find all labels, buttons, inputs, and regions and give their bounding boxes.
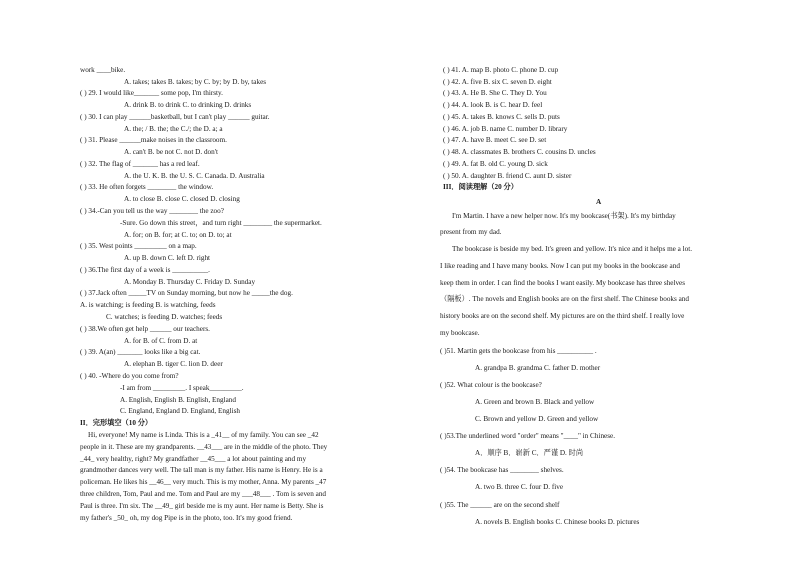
right-text-line: ( ) 46. A. job B. name C. number D. library [443, 125, 568, 133]
left-text-line: C. England, England D. England, English [120, 407, 240, 415]
right-text-line: A. grandpa B. grandma C. father D. mother [475, 364, 601, 372]
right-text-line: ( ) 43. A. He B. She C. They D. You [443, 89, 547, 97]
right-text-line: ( )55. The ______ are on the second shelf [440, 501, 560, 509]
left-text-line: policeman. He likes his __46__ very much. This is my mother, Anna. My parents _47 [80, 478, 327, 486]
right-text-line: ( ) 49. A. fat B. old C. young D. sick [443, 160, 548, 168]
left-text-line: A. the U. K. B. the U. S. C. Canada. D. Australia [124, 172, 265, 180]
left-text-line: C. watches; is feeding D. watches; feeds [106, 313, 223, 321]
right-text-line: A. two B. three C. four D. five [475, 483, 564, 491]
left-text-line: A. can't B. be not C. not D. don't [124, 148, 219, 156]
right-text-line: ( ) 44. A. look B. is C. hear D. feel [443, 101, 543, 109]
left-text-line: ( ) 35. West points _________ on a map. [80, 242, 197, 250]
left-text-line: A. takes; takes B. takes; by C. by; by D. by, takes [124, 78, 267, 86]
left-text-line: II．完形填空（10 分） [80, 419, 153, 427]
left-text-line: my father's _50_ oh, my dog Pipe is in the photo, too. It's my good friend. [80, 514, 293, 522]
right-text-line: A. Green and brown B. Black and yellow [475, 398, 595, 406]
left-text-line: ( ) 32. The flag of _______ has a red leaf. [80, 160, 200, 168]
left-text-line: A. the; / B. the; the C./; the D. a; a [124, 125, 223, 133]
left-text-line: A. English, English B. English, England [120, 396, 236, 404]
left-text-line: grandmother dances very well. The tall man is my father. His name is Henry. He is a [80, 466, 323, 474]
left-text-line: A. up B. down C. left D. right [124, 254, 211, 262]
right-text-line: ( ) 48. A. classmates B. brothers C. cousins D. uncles [443, 148, 596, 156]
right-text-line: The bookcase is beside my bed. It's green and yellow. It's nice and it helps me a lot. [452, 245, 693, 253]
left-text-line: Paul is three. I'm six. The __49_ girl beside me is my aunt. Her name is Betty. She is [80, 502, 324, 510]
left-text-line: A. drink B. to drink C. to drinking D. drinks [124, 101, 252, 109]
right-text-line: （隔板）. The novels and English books are on the first shelf. The Chinese books and [440, 295, 689, 303]
right-text-line: III．阅读理解（20 分） [443, 183, 518, 191]
right-text-line: ( )51. Martin gets the bookcase from his __________ . [440, 347, 597, 355]
right-text-line: ( ) 42. A. five B. six C. seven D. eight [443, 78, 552, 86]
right-text-line: ( )52. What colour is the bookcase? [440, 381, 542, 389]
right-text-line: history books are on the second shelf. My pictures are on the third shelf. I really love [440, 312, 685, 320]
right-text-line: ( ) 50. A. daughter B. friend C. aunt D. sister [443, 172, 572, 180]
right-text-line: I like reading and I have many books. Now I can put my books in the bookcase and [440, 262, 680, 270]
right-text-line: present from my dad. [440, 228, 502, 236]
left-text-line: Hi, everyone! My name is Linda. This is a _41__ of my family. You can see _42 [88, 431, 319, 439]
left-text-line: ( ) 29. I would like_______ some pop, I'm thirsty. [80, 89, 223, 97]
left-text-line: ( ) 36.The first day of a week is __________. [80, 266, 210, 274]
left-text-line: _44_ very healthy, right? My grandfather __45___ a lot about painting and my [80, 455, 307, 463]
right-text-line: C. Brown and yellow D. Green and yellow [475, 415, 599, 423]
left-text-line: three children, Tom, Paul and me. Tom and Paul are my ___48___ . Tom is seven and [80, 490, 327, 498]
left-text-line: A. for B. of C. from D. at [124, 337, 198, 345]
left-text-line: ( ) 31. Please ______make noises in the classroom. [80, 136, 227, 144]
right-text-line: keep them in order. I can find the books I want easily. My bookcase has three shelves [440, 279, 686, 287]
right-text-line: ( ) 41. A. map B. photo C. phone D. cup [443, 66, 559, 74]
left-text-line: ( ) 34.-Can you tell us the way ________ the zoo? [80, 207, 224, 215]
left-text-line: -Sure. Go down this street，and turn right ________ the supermarket. [120, 219, 322, 227]
left-text-line: A. for; on B. for; at C. to; on D. to; at [124, 231, 232, 239]
left-text-line: work ____bike. [80, 66, 126, 74]
left-text-line: ( ) 40. -Where do you come from? [80, 372, 179, 380]
left-text-line: A. Monday B. Thursday C. Friday D. Sunday [124, 278, 256, 286]
right-text-line: ( ) 47. A. have B. meet C. see D. set [443, 136, 547, 144]
left-text-line: A. is watching; is feeding B. is watching, feeds [80, 301, 216, 309]
left-text-line: -I am from _________. I speak_________. [120, 384, 244, 392]
left-text-line: A. elephan B. tiger C. lion D. deer [124, 360, 223, 368]
left-text-line: A. to close B. close C. closed D. closing [124, 195, 240, 203]
left-text-line: ( ) 38.We often get help ______ our teachers. [80, 325, 210, 333]
right-text-line: my bookcase. [440, 329, 480, 337]
right-text-line: A. novels B. English books C. Chinese books D. pictures [475, 518, 640, 526]
left-text-line: ( ) 39. A(an) _______ looks like a big cat. [80, 348, 201, 356]
right-text-line: I'm Martin. I have a new helper now. It's my bookcase(书架). It's my birthday [452, 212, 676, 220]
left-text-line: ( ) 30. I can play ______basketball, but I can't play ______ guitar. [80, 113, 270, 121]
right-text-line: A．顺序 B．崭新 C．严谨 D. 时尚 [475, 449, 584, 457]
left-text-line: ( ) 33. He often forgets ________ the window. [80, 183, 214, 191]
right-text-line: ( )53.The underlined word "order" means "____" in Chinese. [440, 432, 616, 440]
left-text-line: ( ) 37.Jack often _____TV on Sunday morning, but now he _____the dog. [80, 289, 293, 297]
right-text-line: A [596, 198, 602, 206]
left-text-line: people in it. These are my grandparents. __43___ are in the middle of the photo. They [80, 443, 328, 451]
right-text-line: ( ) 45. A. takes B. knows C. sells D. puts [443, 113, 560, 121]
right-text-line: ( )54. The bookcase has ________ shelves. [440, 466, 564, 474]
